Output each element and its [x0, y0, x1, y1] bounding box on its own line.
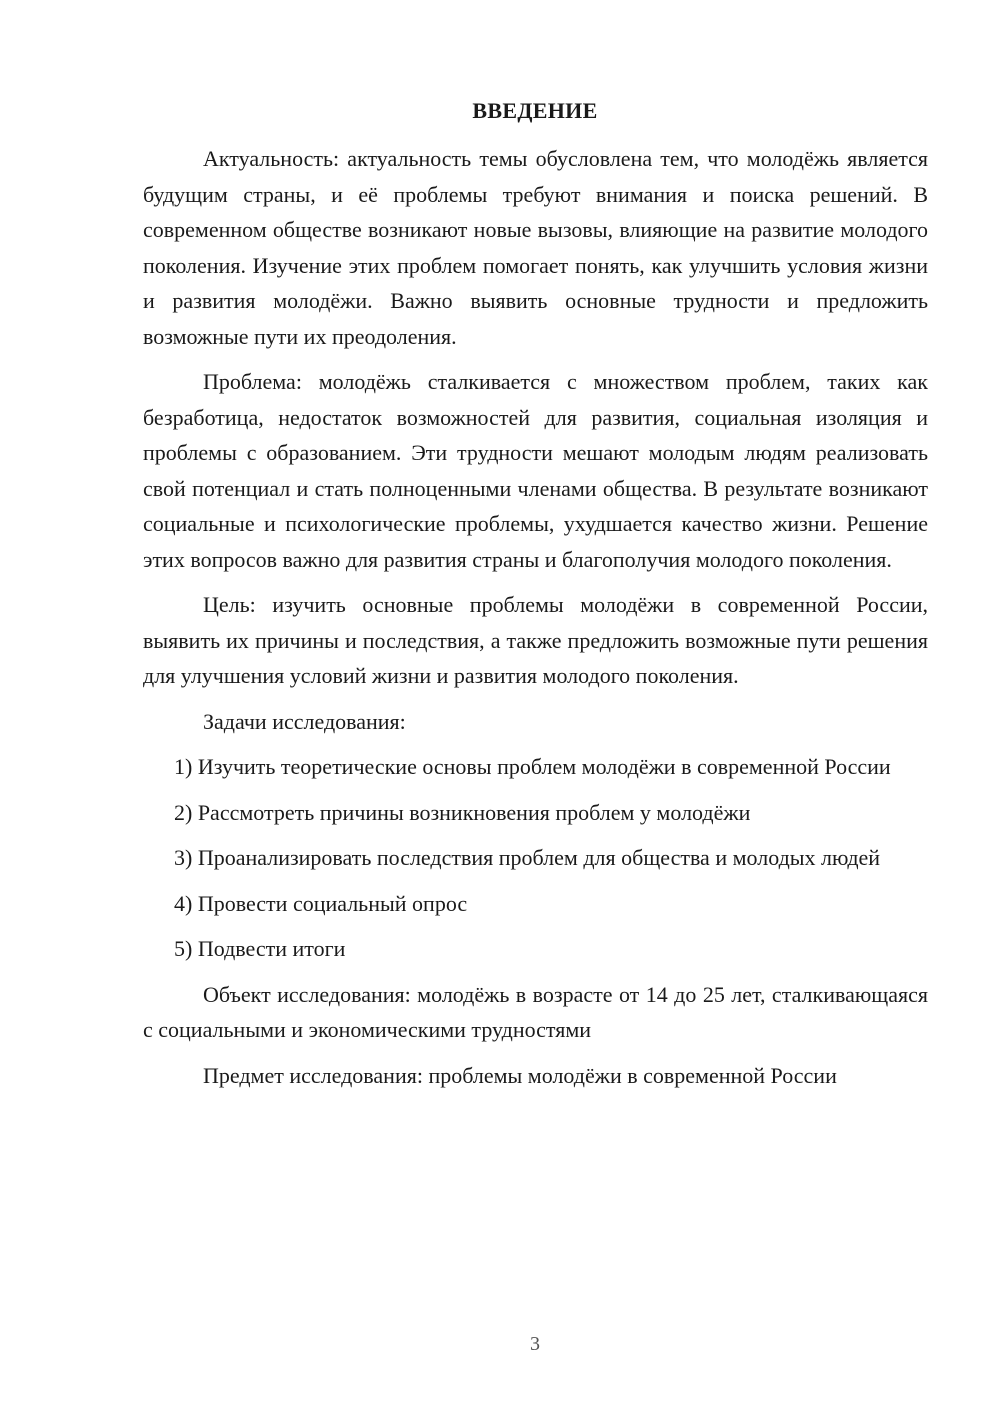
- paragraph-subject: Предмет исследования: проблемы молодёжи в современной России: [203, 1062, 837, 1088]
- page-number: 3: [530, 1333, 540, 1355]
- task-item-3: 3) Проанализировать последствия проблем для общества и молодых людей: [174, 845, 881, 870]
- tasks-heading: Задачи исследования:: [203, 708, 406, 734]
- paragraph-relevance: Актуальность: актуальность темы обусловлена тем, что молодёжь является будущим страны, и её проблемы требуют внимания и поиска решений. В современном обществе возникают новые вызовы, влияющие на развитие молодого поколения. Изучение этих проблем помогает понять, как улучшить условия жизни и развития молодёжи. Важно выявить основные трудности и предложить возможные пути их преодоления.: [143, 146, 928, 349]
- paragraph-object: Объект исследования: молодёжь в возрасте от 14 до 25 лет, сталкивающаяся с социальными и экономическими трудностями: [143, 981, 928, 1042]
- task-item-5: 5) Подвести итоги: [174, 936, 346, 961]
- paragraph-problem: Проблема: молодёжь сталкивается с множеством проблем, таких как безработица, недостаток возможностей для развития, социальная изоляция и проблемы с образованием. Эти трудности мешают молодым людям реализовать свой потенциал и стать полноценными членами общества. В результате возникают социальные и психологические проблемы, ухудшается качество жизни. Решение этих вопросов важно для развития страны и благополучия молодого поколения.: [143, 369, 928, 572]
- task-item-4: 4) Провести социальный опрос: [174, 890, 468, 916]
- body-text: [143, 141, 928, 1103]
- task-item-2: 2) Рассмотреть причины возникновения проблем у молодёжи: [174, 799, 751, 825]
- section-title: ВВЕДЕНИЕ: [472, 98, 598, 123]
- paragraph-goal: Цель: изучить основные проблемы молодёжи в современной России, выявить их причины и последствия, а также предложить возможные пути решения для улучшения условий жизни и развития молодого поколения.: [143, 592, 928, 688]
- task-item-1: 1) Изучить теоретические основы проблем молодёжи в современной России: [174, 754, 891, 779]
